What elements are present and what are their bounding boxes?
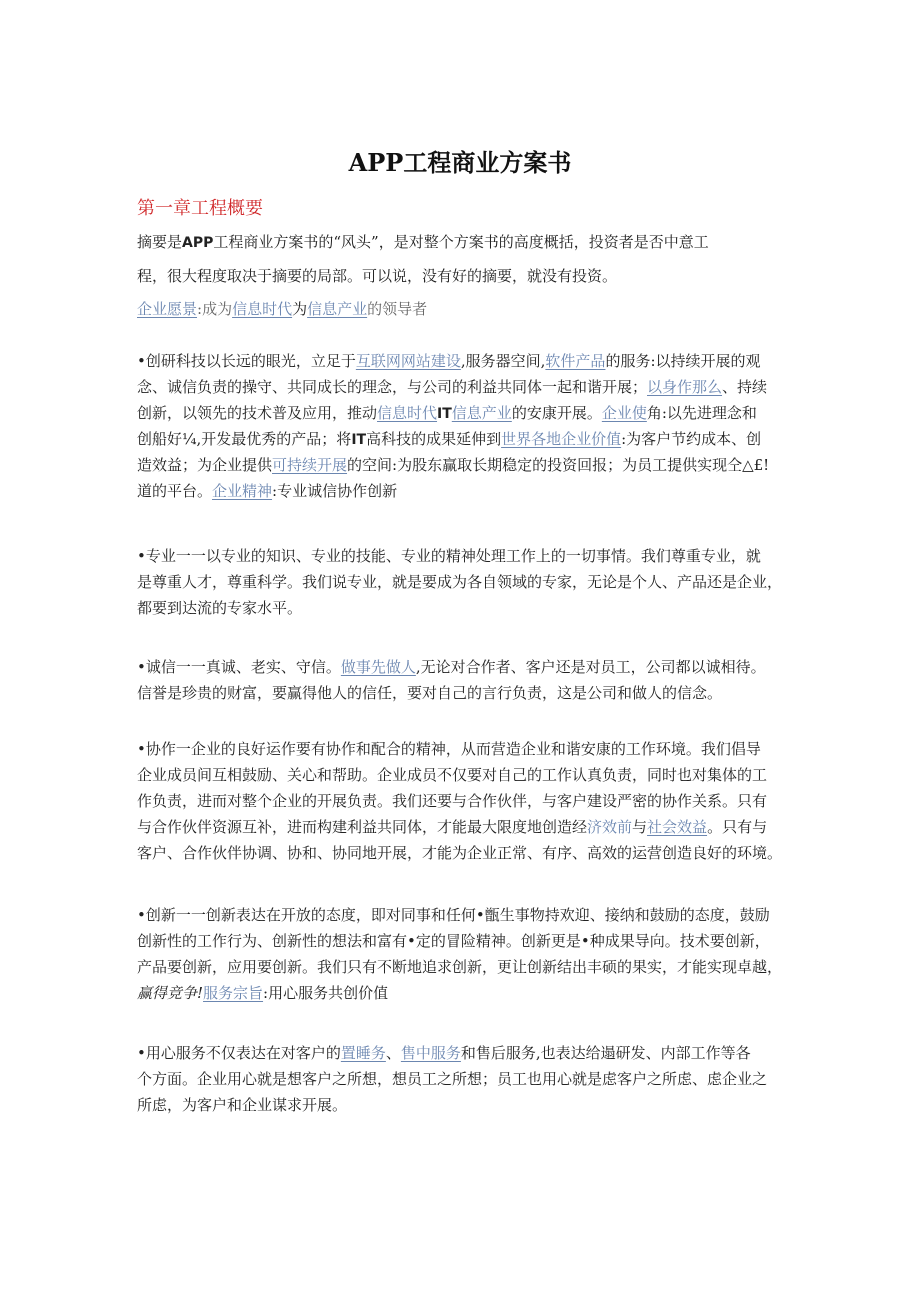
p4-line-3: 作负责，进而对整个企业的开展负责。我们还要与合作伙伴，与客户建设严密的协作关系。只有 xyxy=(137,792,768,810)
paragraph-company-intro xyxy=(137,348,797,504)
p2-line-1: •专业一一以专业的知识、专业的技能、专业的精神处理工作上的一切事情。我们尊重专业，就 xyxy=(137,547,761,565)
p1-line-1: •创研科技以长远的眼光，立足于互联网网站建设,服务器空间,软件产品的服务:以持续开展的观 xyxy=(137,352,761,370)
p5-line-1: •创新一一创新表达在开放的态度，即对同事和任何•甑生事物持欢迎、接纳和鼓励的态度，鼓励 xyxy=(137,906,770,924)
p4-line-1: •协作一企业的良好运作要有协作和配合的精神，从而营造企业和谐安康的工作环境。我们倡导 xyxy=(137,740,761,758)
link-enterprise-value[interactable]: 世界各地企业价值 xyxy=(501,430,622,448)
p3-line-1: •诚信一一真诚、老实、守信。做事先做人,无论对合作者、客户还是对员工，公司都以诚相待。 xyxy=(137,658,766,676)
p2-line-3: 都要到达流的专家水平。 xyxy=(137,599,303,617)
paragraph-innovation xyxy=(137,902,797,1006)
link-enterprise-spirit[interactable]: 企业精神 xyxy=(212,482,273,500)
p5-line-2: 创新性的工作行为、创新性的想法和富有•定的冒险精神。创新更是•种成果导向。技术要创新， xyxy=(137,932,770,950)
p3-line-2: 信誉是珍贵的财富，要赢得他人的信任，要对自己的言行负责，这是公司和做人的信念。 xyxy=(137,684,723,702)
link-website-building[interactable]: 互联网网站建设 xyxy=(355,352,461,370)
p4-line-4: 与合作伙伴资源互补，进而构建利益共同体，才能最大限度地创造经济效前与社会效益。只有与 xyxy=(137,818,768,836)
link-social-benefit[interactable]: 社会效益 xyxy=(647,818,708,836)
intro-paragraph xyxy=(137,229,797,289)
p1-line-5: 造效益；为企业提供可持续开展的空间:为股东赢取长期稳定的投资回报；为员工提供实现仝△£! xyxy=(137,456,770,474)
p2-line-2: 是尊重人才，尊重科学。我们说专业，就是要成为各自领域的专家，无论是个人、产品还是企业， xyxy=(137,573,783,591)
paragraph-service xyxy=(137,1040,797,1118)
link-pre-sale-service[interactable]: 置睡务 xyxy=(340,1044,386,1062)
link-information-age[interactable]: 信息时代 xyxy=(232,300,293,318)
paragraph-cooperation xyxy=(137,736,797,866)
link-enterprise-vision[interactable]: 企业愿景 xyxy=(137,300,198,318)
intro-line-1: 摘要是APP工程商业方案书的“风头”，是对整个方案书的高度概括，投资者是否中意工 xyxy=(137,233,709,251)
chapter-heading: 第一章工程概要 xyxy=(137,198,263,219)
p6-line-2: 个方面。企业用心就是想客户之所想，想员工之所想；员工也用心就是虑客户之所虑、虑企业之 xyxy=(137,1070,768,1088)
link-economic-benefit[interactable]: 济效前 xyxy=(587,818,633,836)
p5-line-3: 产品要创新，应用要创新。我们只有不断地追求创新，更让创新结出丰硕的果实，才能实现卓越， xyxy=(137,958,783,976)
document-title: APP工程商业方案书 xyxy=(348,148,572,177)
p1-line-3: 创新，以领先的技术普及应用，推动信息时代IT信息产业的安康开展。企业使角:以先进理念和 xyxy=(137,404,757,422)
p4-line-5: 客户、合作伙伴协调、协和、协同地开展，才能为企业正常、有序、高效的运营创造良好的环境。 xyxy=(137,844,783,862)
link-be-a-person-first[interactable]: 做事先做人 xyxy=(340,658,416,676)
link-service-purpose[interactable]: 服务宗旨 xyxy=(203,984,264,1002)
p1-line-2: 念、诚信负责的操守、共同成长的理念，与公司的利益共同体一起和谐开展；以身作那么、持续 xyxy=(137,378,768,396)
link-sustainable-development[interactable]: 可持续开展 xyxy=(272,456,348,474)
p6-line-3: 所虑，为客户和企业谋求开展。 xyxy=(137,1096,348,1114)
link-information-industry-2[interactable]: 信息产业 xyxy=(451,404,512,422)
link-information-industry[interactable]: 信息产业 xyxy=(307,300,368,318)
vision-line: 企业愿景:成为信息时代为信息产业的领导者 xyxy=(137,300,428,318)
link-software-products[interactable]: 软件产品 xyxy=(545,352,606,370)
link-information-age-2[interactable]: 信息时代 xyxy=(377,404,438,422)
p5-line-4: 赢得竞争!服务宗旨:用心服务共创价值 xyxy=(137,984,389,1002)
p1-line-4: 创船好¼,开发最优秀的产品；将IT高科技的成果延伸到世界各地企业价值:为客户节约成本、创 xyxy=(137,430,762,448)
paragraph-professional xyxy=(137,543,797,621)
intro-line-2: 程，很大程度取决于摘要的局部。可以说，没有好的摘要，就没有投资。 xyxy=(137,267,618,285)
link-lead-by-example[interactable]: 以身作那么 xyxy=(647,378,723,396)
paragraph-integrity xyxy=(137,654,797,706)
p1-line-6: 道的平台。企业精神:专业诚信协作创新 xyxy=(137,482,398,500)
link-enterprise-mission[interactable]: 企业使 xyxy=(601,404,647,422)
link-in-sale-service[interactable]: 售中服务 xyxy=(400,1044,461,1062)
p4-line-2: 企业成员间互相鼓励、关心和帮助。企业成员不仅要对自己的工作认真负责，同时也对集体的工 xyxy=(137,766,768,784)
p6-line-1: •用心服务不仅表达在对客户的置睡务、售中服务和售后服务,也表达给遢研发、内部工作等各 xyxy=(137,1044,751,1062)
